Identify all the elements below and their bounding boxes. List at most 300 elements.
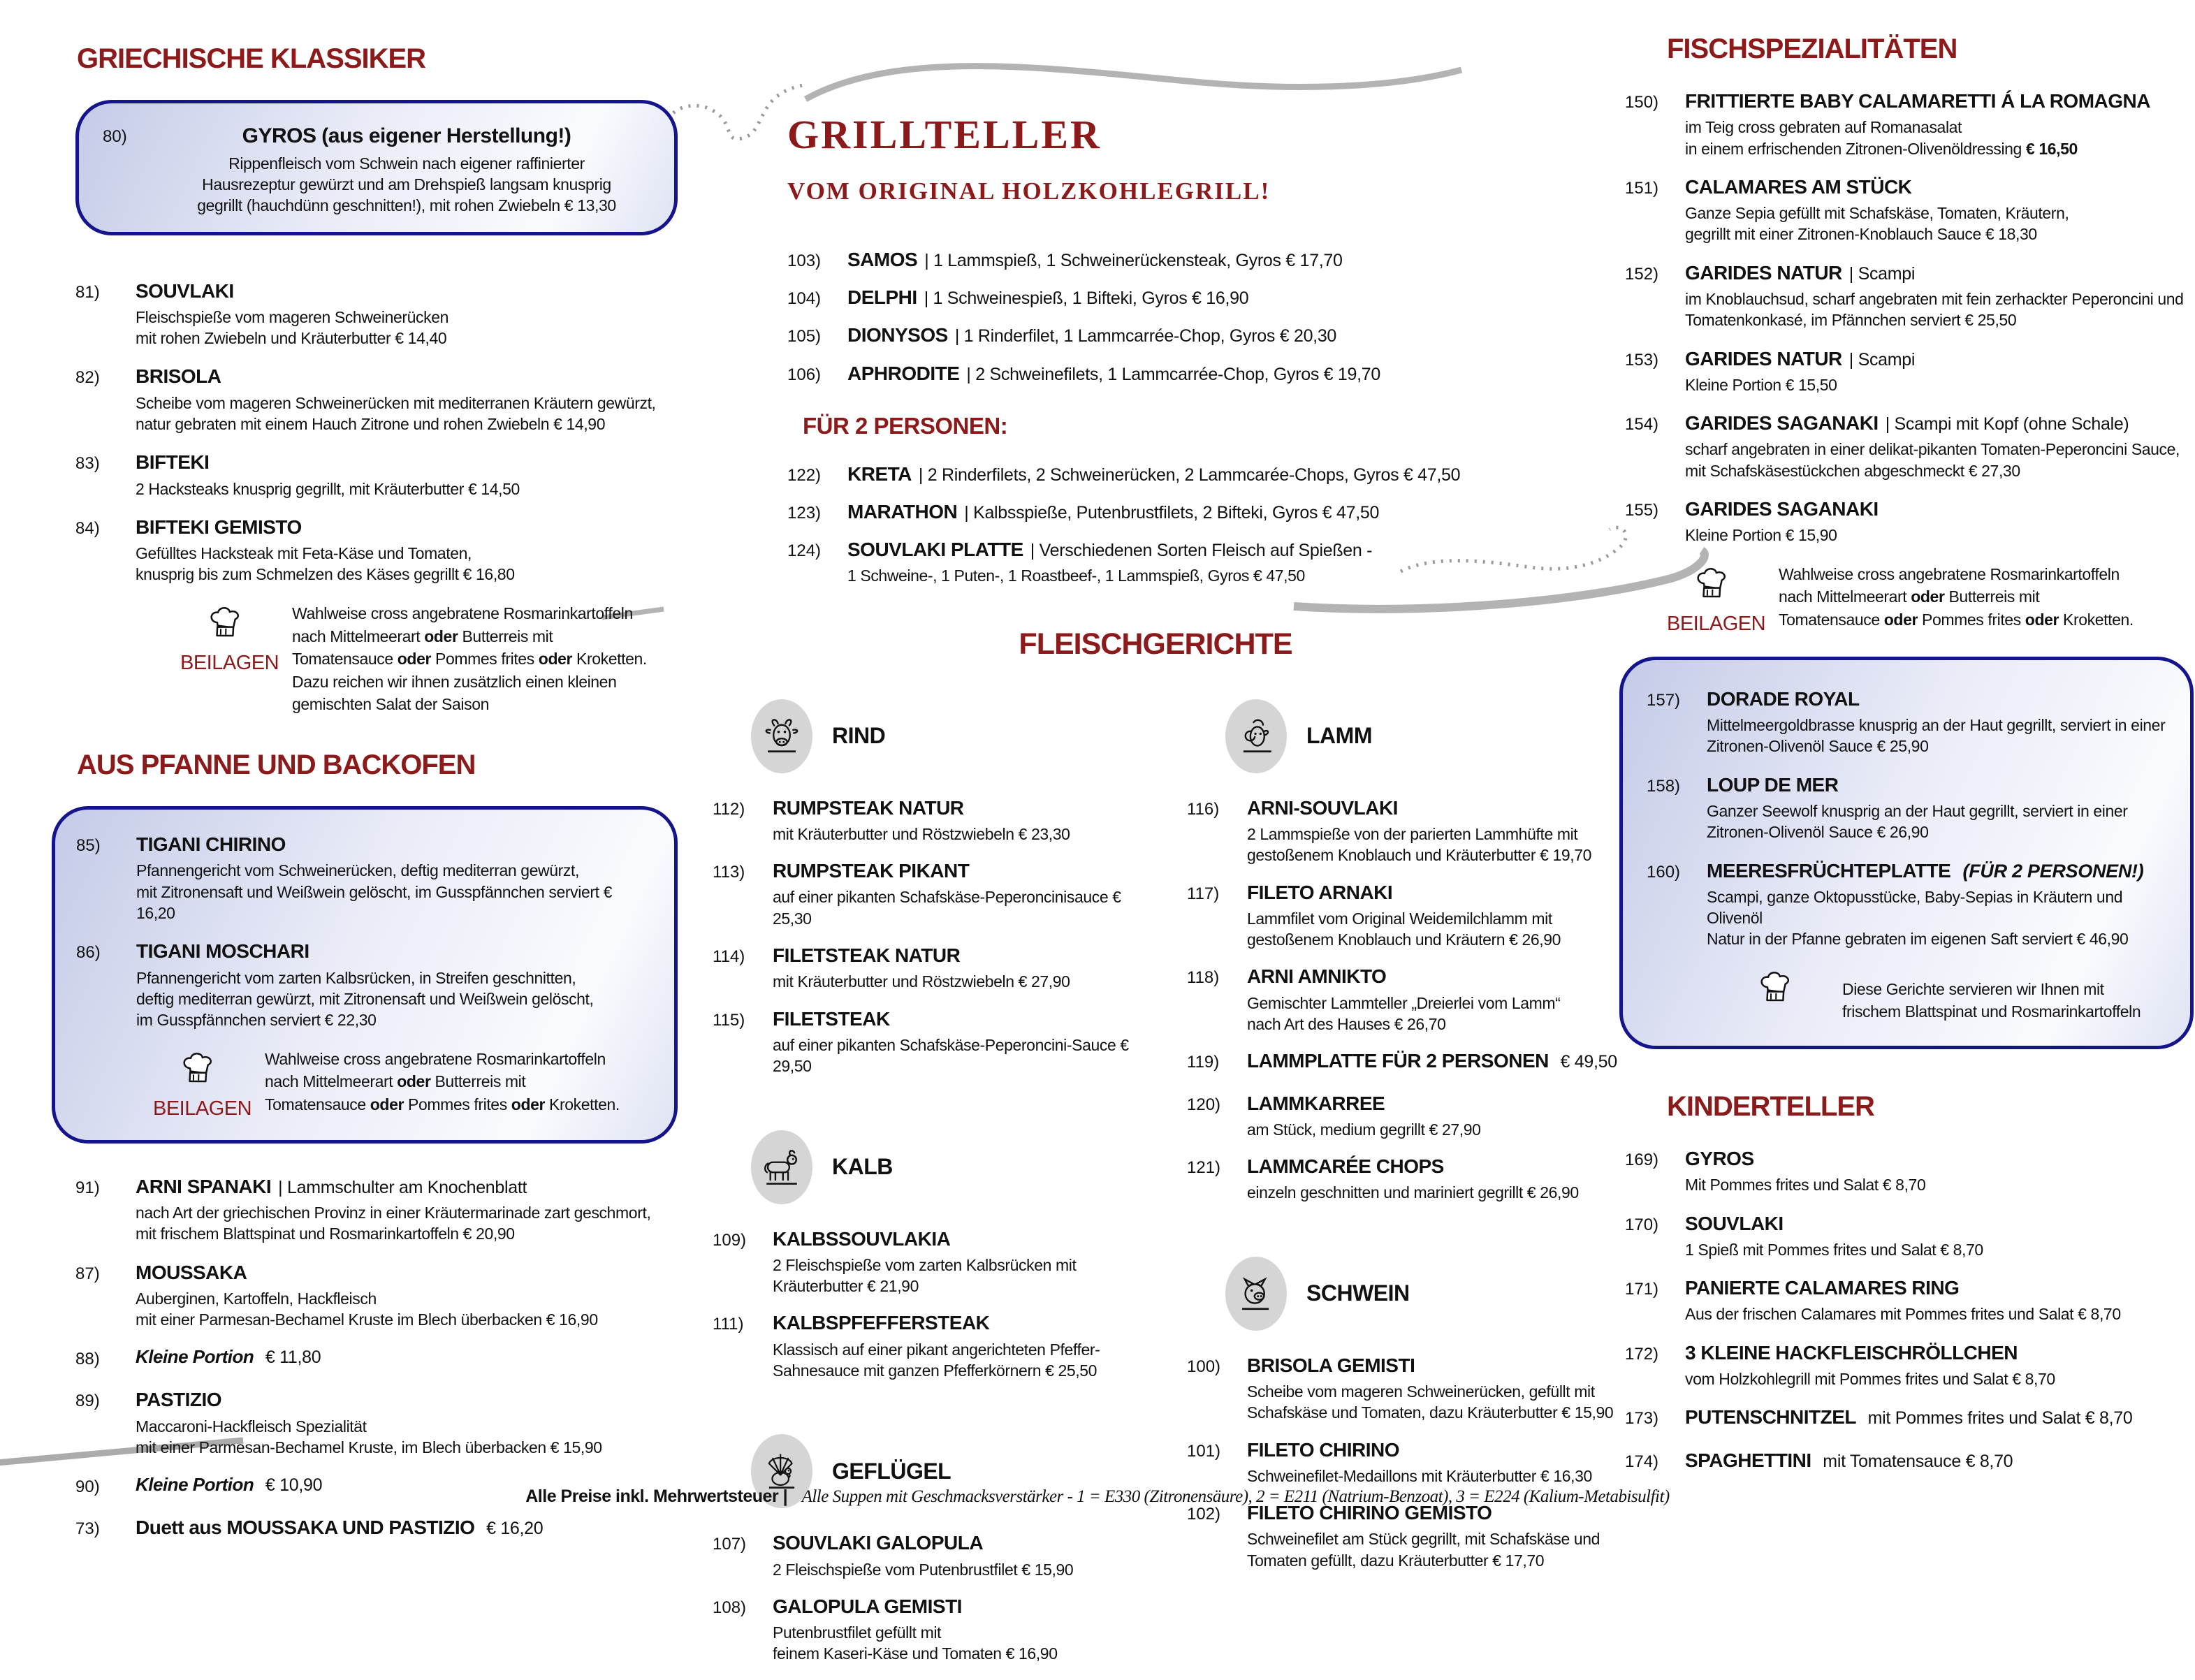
menu-item — [1187, 1155, 1630, 1204]
item-title — [1247, 882, 1630, 904]
item-body — [136, 833, 653, 923]
kids-item-list — [1625, 1148, 2194, 1477]
item-name: SOUVLAKI — [136, 279, 234, 302]
item-name: GYROS (aus eigener Herstellung!) — [242, 124, 571, 147]
beilagen-label: BEILAGEN — [1667, 612, 1766, 635]
menu-item — [1187, 1354, 1630, 1424]
item-number: 102) — [1187, 1505, 1221, 1524]
menu-item — [1187, 1439, 1630, 1487]
item-number: 113) — [713, 863, 745, 882]
item-title — [1707, 688, 2166, 710]
chef-hat-icon — [1689, 563, 1735, 613]
item-detail: | Scampi — [1848, 263, 1916, 284]
item-body — [1685, 348, 2194, 396]
menu-item — [787, 324, 1630, 351]
menu-item — [713, 860, 1155, 929]
item-desc: gestoßenem Knoblauch und Kräutern € 26,90 — [1247, 930, 1561, 949]
item-desc: Scheibe vom mageren Schweinerücken, gefüllt mit — [1247, 1382, 1595, 1401]
item-name: GARIDES SAGANAKI — [1685, 498, 1879, 520]
item-desc: mit frischem Blattspinat und Rosmarinkartoffeln € 20,90 — [136, 1225, 515, 1243]
item-desc: mit einer Parmesan-Bechamel Kruste im Blech überbacken € 16,90 — [136, 1310, 598, 1329]
item-number: 73) — [75, 1519, 100, 1539]
item-name: LOUP DE MER — [1707, 773, 1839, 796]
beilagen-label: BEILAGEN — [153, 1097, 252, 1120]
meat-group — [713, 1434, 1155, 1664]
item-body — [847, 363, 1630, 389]
menu-item — [787, 539, 1630, 587]
item-number: 120) — [1187, 1095, 1221, 1114]
item-number: 84) — [75, 518, 100, 538]
item-number: 118) — [1187, 968, 1220, 988]
section-header-fischspezialitaeten: FISCHSPEZIALITÄTEN — [1667, 34, 1957, 64]
note-line: gemischten Salat der Saison — [292, 695, 489, 714]
item-desc: Rippenfleisch vom Schwein nach eigener raffinierter — [228, 154, 585, 173]
item-name: CALAMARES AM STÜCK — [1685, 175, 1912, 198]
beilagen-note — [180, 602, 678, 716]
beilagen-icon-block — [153, 1048, 252, 1120]
item-number: 169) — [1625, 1151, 1659, 1170]
menu-item — [713, 797, 1155, 845]
item-body — [1685, 1449, 2194, 1476]
pig-icon — [1225, 1257, 1287, 1331]
right-column — [1625, 34, 2194, 1493]
item-desc: Sahnesauce mit ganzen Pfefferkörnern € 25,50 — [773, 1361, 1098, 1380]
item-title — [773, 944, 1155, 967]
note-line: Tomatensauce oder Pommes frites oder Kroketten. — [292, 650, 647, 669]
item-detail: | Scampi — [1848, 349, 1916, 370]
menu-item — [1647, 688, 2166, 757]
beilagen-label: BEILAGEN — [180, 651, 279, 674]
item-name: PANIERTE CALAMARES RING — [1685, 1277, 1960, 1299]
menu-item — [76, 940, 653, 1030]
item-desc: deftig mediterran gewürzt, mit Zitronensaft und Weißwein gelöscht, — [136, 989, 594, 1008]
item-body — [136, 280, 678, 349]
item-body — [136, 451, 678, 499]
item-title — [1685, 176, 2194, 198]
item-title — [1707, 774, 2166, 796]
item-number: 116) — [1187, 799, 1220, 819]
item-number: 114) — [713, 947, 745, 967]
item-title — [136, 451, 678, 474]
item-name: PUTENSCHNITZEL — [1685, 1406, 1856, 1429]
menu-item — [1625, 90, 2194, 159]
item-number: 170) — [1625, 1215, 1659, 1234]
item-desc: Zitronen-Olivenöl Sauce € 25,90 — [1707, 737, 1929, 756]
item-number: 91) — [75, 1178, 100, 1197]
item-detail: | 1 Schweinespieß, 1 Bifteki, Gyros € 16,90 — [924, 288, 1249, 309]
item-desc: Auberginen, Kartoffeln, Hackfleisch — [136, 1289, 377, 1308]
menu-item — [75, 1389, 678, 1458]
meat-group — [1187, 1257, 1630, 1571]
item-title — [1247, 1093, 1630, 1115]
item-body — [1707, 774, 2166, 843]
meat-group-label: KALB — [832, 1154, 893, 1180]
item-detail: € 49,50 — [1555, 1052, 1617, 1072]
item-detail: (FÜR 2 PERSONEN!) — [1957, 860, 2144, 882]
section-header-kinderteller: KINDERTELLER — [1667, 1091, 1874, 1123]
item-body — [136, 365, 678, 434]
item-title — [773, 1228, 1155, 1250]
item-desc: vom Holzkohlegrill mit Pommes frites und Salat € 8,70 — [1685, 1369, 2055, 1388]
item-desc: Fleischspieße vom mageren Schweinerücken — [136, 307, 449, 326]
menu-item — [1625, 262, 2194, 331]
item-number: 90) — [75, 1477, 100, 1497]
section-header-aus-pfanne-und-backofen: AUS PFANNE UND BACKOFEN — [77, 750, 476, 781]
item-desc: einzeln geschnitten und mariniert gegrillt € 26,90 — [1247, 1183, 1579, 1202]
item-number: 155) — [1625, 501, 1659, 520]
menu-item — [1187, 1050, 1630, 1076]
fleisch-column-right — [1155, 669, 1630, 1680]
item-title — [1247, 1155, 1630, 1178]
item-desc: 1 Schweine-, 1 Puten-, 1 Roastbeef-, 1 Lammspieß, Gyros € 47,50 — [847, 567, 1305, 585]
chef-hat-icon — [203, 602, 249, 652]
item-desc: Gefülltes Hacksteak mit Feta-Käse und Tomaten, — [136, 544, 472, 563]
item-desc: Kleine Portion € 15,90 — [1685, 526, 1837, 545]
item-body — [1685, 90, 2194, 159]
meat-group-items — [713, 1228, 1155, 1382]
for-two-item-list — [787, 463, 1630, 587]
item-detail: | Verschiedenen Sorten Fleisch auf Spießen - — [1030, 541, 1373, 561]
item-desc: Zitronen-Olivenöl Sauce € 26,90 — [1707, 823, 1929, 842]
menu-item — [1625, 1213, 2194, 1261]
item-body — [136, 1347, 678, 1372]
item-body — [773, 1595, 1155, 1665]
note-line: Tomatensauce oder Pommes frites oder Kroketten. — [265, 1095, 620, 1113]
menu-item — [1625, 1148, 2194, 1196]
menu-item — [1187, 882, 1630, 951]
item-number: 101) — [1187, 1441, 1221, 1461]
item-body — [773, 1532, 1155, 1580]
item-title — [847, 363, 1630, 385]
item-name: BIFTEKI GEMISTO — [136, 516, 302, 538]
beilagen-note — [1667, 563, 2194, 636]
item-number: 88) — [75, 1350, 100, 1369]
item-name: GARIDES SAGANAKI — [1685, 412, 1879, 434]
calf-icon — [751, 1130, 812, 1204]
meat-group-label: GEFLÜGEL — [832, 1458, 951, 1484]
box-note — [1730, 967, 2166, 1023]
item-desc: mit Schafskäsestückchen abgeschmeckt € 27,30 — [1685, 461, 2020, 480]
meat-group-header — [1225, 699, 1630, 773]
item-body — [1247, 965, 1630, 1035]
fish-item-list — [1625, 90, 2194, 546]
menu-item — [1625, 1342, 2194, 1390]
item-body — [773, 1312, 1155, 1381]
item-title — [1685, 1277, 2194, 1299]
beilagen-icon-block — [1667, 563, 1766, 636]
item-name: BRISOLA — [136, 365, 221, 388]
item-detail: | 2 Schweinefilets, 1 Lammcarrée-Chop, Gyros € 19,70 — [966, 364, 1380, 384]
item-title — [136, 1176, 678, 1198]
item-body — [163, 124, 650, 217]
item-number: 171) — [1625, 1280, 1659, 1299]
item-body — [1685, 1213, 2194, 1261]
grillteller-subtitle: VOM ORIGINAL HOLZKOHLEGRILL! — [787, 177, 1271, 205]
classics-item-list — [75, 280, 678, 585]
item-title — [847, 324, 1630, 346]
left-column — [75, 43, 678, 1560]
gyros-highlight-box — [75, 100, 678, 235]
item-body — [1685, 176, 2194, 245]
item-desc: im Knoblauchsud, scharf angebraten mit fein zerhackter Peperoncini und — [1685, 290, 2184, 308]
item-number: 105) — [787, 327, 822, 346]
meat-group-items — [713, 1532, 1155, 1664]
sheep-icon — [1225, 699, 1287, 773]
menu-item — [713, 1595, 1155, 1665]
item-title — [773, 1595, 1155, 1618]
item-body — [847, 501, 1630, 527]
item-body — [1685, 1342, 2194, 1390]
item-desc: Natur in der Pfanne gebraten im eigenen Saft serviert € 46,90 — [1707, 930, 2129, 949]
item-number: 103) — [787, 251, 822, 270]
middle-column — [681, 38, 1630, 1680]
item-body — [847, 249, 1630, 275]
item-name: KALBSSOUVLAKIA — [773, 1227, 951, 1250]
item-desc: im Gusspfännchen serviert € 22,30 — [136, 1011, 377, 1030]
note-line: Diese Gerichte servieren wir Ihnen mit — [1842, 979, 2104, 998]
item-desc: Putenbrustfilet gefüllt mit — [773, 1623, 942, 1642]
item-title — [1685, 262, 2194, 284]
menu-item — [1625, 412, 2194, 481]
meat-group-label: SCHWEIN — [1306, 1280, 1410, 1306]
meat-group-header — [1225, 1257, 1630, 1331]
item-body — [1247, 1050, 1630, 1076]
menu-item — [1625, 498, 2194, 546]
item-desc: knusprig bis zum Schmelzen des Käses gegrillt € 16,80 — [136, 565, 515, 584]
item-name: DIONYSOS — [847, 324, 948, 346]
item-name: Duett aus MOUSSAKA UND PASTIZIO — [136, 1517, 475, 1539]
item-desc: feinem Kaseri-Käse und Tomaten € 16,90 — [773, 1644, 1058, 1663]
item-name: LAMMCARÉE CHOPS — [1247, 1155, 1444, 1178]
item-body — [773, 1228, 1155, 1297]
item-name: DELPHI — [847, 286, 917, 309]
item-number: 119) — [1187, 1053, 1220, 1072]
item-number: 172) — [1625, 1344, 1659, 1364]
beilagen-text — [292, 602, 678, 716]
item-title — [163, 124, 650, 149]
item-body — [773, 860, 1155, 929]
item-number: 87) — [75, 1264, 100, 1283]
fish-box-item-list — [1647, 688, 2166, 950]
item-number: 106) — [787, 365, 822, 384]
menu-item — [1187, 1093, 1630, 1141]
menu-item — [787, 286, 1630, 313]
item-desc: mit Zitronensaft und Weißwein gelöscht, im Gusspfännchen serviert € 16,20 — [136, 882, 612, 923]
menu-item — [1187, 965, 1630, 1035]
item-number: 117) — [1187, 884, 1220, 903]
item-name: 3 KLEINE HACKFLEISCHRÖLLCHEN — [1685, 1341, 2018, 1364]
menu-item — [1187, 1502, 1630, 1571]
item-name: APHRODITE — [847, 362, 960, 384]
item-name: BIFTEKI — [136, 451, 210, 474]
menu-item — [75, 280, 678, 349]
item-desc: scharf angebraten in einer delikat-pikanten Tomaten-Peperoncini Sauce, — [1685, 440, 2180, 459]
menu-item — [787, 249, 1630, 275]
item-desc: nach Art des Hauses € 26,70 — [1247, 1015, 1446, 1034]
item-title — [136, 365, 678, 388]
menu-item — [713, 1532, 1155, 1580]
item-body — [847, 539, 1630, 587]
meat-group — [713, 699, 1155, 1077]
item-number: 152) — [1625, 264, 1659, 284]
beilagen-text — [265, 1048, 653, 1120]
item-body — [1685, 1406, 2194, 1433]
item-title — [1685, 90, 2194, 112]
menu-item — [1625, 348, 2194, 396]
item-name: GARIDES NATUR — [1685, 347, 1842, 370]
item-detail: | Scampi mit Kopf (ohne Schale) — [1885, 414, 2129, 434]
item-title — [1685, 348, 2194, 370]
item-title — [773, 797, 1155, 819]
item-body — [847, 286, 1630, 313]
item-number: 174) — [1625, 1452, 1659, 1472]
menu-item — [713, 1228, 1155, 1297]
item-desc: gestoßenem Knoblauch und Kräuterbutter € 19,70 — [1247, 846, 1592, 865]
item-title — [847, 249, 1630, 271]
box-note-text — [1842, 967, 2166, 1023]
item-body — [1685, 412, 2194, 481]
item-title — [1247, 1439, 1630, 1461]
item-name: PASTIZIO — [136, 1389, 222, 1411]
item-desc: natur gebraten mit einem Hauch Zitrone und rohen Zwiebeln € 14,90 — [136, 415, 606, 434]
menu-item — [76, 833, 653, 923]
item-body — [136, 516, 678, 585]
item-number: 83) — [75, 454, 100, 474]
item-detail: | 1 Lammspieß, 1 Schweinerückensteak, Gyros € 17,70 — [924, 251, 1343, 270]
item-desc: Ganze Sepia gefüllt mit Schafskäse, Tomaten, Kräutern, — [1685, 204, 2069, 223]
item-name: FILETO CHIRINO GEMISTO — [1247, 1502, 1492, 1524]
pfanne-highlight-box — [52, 806, 678, 1144]
item-name: TIGANI MOSCHARI — [136, 940, 309, 963]
footer-tax-note: Alle Preise inkl. Mehrwertsteuer | — [525, 1487, 788, 1506]
item-number: 122) — [787, 465, 822, 485]
item-desc: Scampi, ganze Oktopusstücke, Baby-Sepias in Kräutern und Olivenöl — [1707, 887, 2123, 928]
note-line: frischem Blattspinat und Rosmarinkartoffeln — [1842, 1002, 2141, 1021]
item-name: MEERESFRÜCHTEPLATTE — [1707, 859, 1951, 882]
item-name: SOUVLAKI PLATTE — [847, 539, 1023, 561]
beilagen-text — [1779, 563, 2194, 636]
item-desc: mit Kräuterbutter und Röstzwiebeln € 27,90 — [773, 972, 1070, 991]
item-number: 108) — [713, 1598, 747, 1617]
item-desc: Maccaroni-Hackfleisch Spezialität — [136, 1417, 367, 1436]
item-desc: nach Art der griechischen Provinz in einer Kräutermarinade zart geschmort, — [136, 1203, 651, 1222]
item-title — [1685, 1449, 2194, 1472]
fisch-highlight-box — [1619, 657, 2194, 1049]
item-body — [1685, 1148, 2194, 1196]
note-line: Tomatensauce oder Pommes frites oder Kroketten. — [1779, 611, 2134, 629]
item-desc: 2 Hacksteaks knusprig gegrillt, mit Kräuterbutter € 14,50 — [136, 479, 520, 498]
item-title — [1247, 965, 1630, 988]
item-title — [1247, 797, 1630, 819]
menu-item — [1625, 1449, 2194, 1476]
section-header-fleischgerichte: FLEISCHGERICHTE — [1019, 627, 1292, 661]
item-number: 151) — [1625, 178, 1659, 198]
item-body — [1247, 1093, 1630, 1141]
item-number: 121) — [1187, 1158, 1221, 1178]
item-title — [136, 516, 678, 539]
item-body — [1247, 1155, 1630, 1204]
menu-item — [787, 363, 1630, 389]
item-detail: € 11,80 — [261, 1347, 321, 1368]
item-name: FILETSTEAK — [773, 1007, 890, 1030]
item-name: GARIDES NATUR — [1685, 261, 1842, 284]
item-name: MOUSSAKA — [136, 1261, 247, 1283]
item-number: 85) — [76, 836, 101, 856]
item-title — [136, 1262, 678, 1284]
menu-item — [75, 451, 678, 499]
meat-group-items — [713, 797, 1155, 1077]
meat-group — [1187, 699, 1630, 1204]
item-title — [773, 860, 1155, 882]
item-title — [773, 1532, 1155, 1554]
item-body — [1707, 860, 2166, 950]
item-desc: im Teig cross gebraten auf Romanasalat — [1685, 118, 1962, 137]
item-number: 100) — [1187, 1357, 1221, 1376]
item-desc: auf einer pikanten Schafskäse-Peperoncini-Sauce € 29,50 — [773, 1035, 1129, 1076]
item-title — [1247, 1354, 1630, 1377]
menu-item — [75, 365, 678, 434]
item-desc: Aus der frischen Calamares mit Pommes frites und Salat € 8,70 — [1685, 1305, 2121, 1324]
item-number: 160) — [1647, 862, 1681, 882]
item-name: GYROS — [1685, 1148, 1754, 1170]
item-title — [1685, 1342, 2194, 1364]
item-body — [773, 797, 1155, 845]
item-desc: Pfannengericht vom zarten Kalbsrücken, in Streifen geschnitten, — [136, 968, 576, 987]
item-desc: Ganzer Seewolf knusprig an der Haut gegrillt, serviert in einer — [1707, 801, 2128, 820]
item-number: 89) — [75, 1392, 100, 1411]
item-title — [847, 501, 1630, 523]
meat-group-label: LAMM — [1306, 723, 1372, 749]
item-desc: Schafskäse und Tomaten, dazu Kräuterbutter € 15,90 — [1247, 1403, 1614, 1422]
item-detail: | 1 Rinderfilet, 1 Lammcarrée-Chop, Gyros € 20,30 — [954, 326, 1337, 346]
menu-item — [787, 501, 1630, 527]
item-detail: | Lammschulter am Knochenblatt — [278, 1177, 527, 1197]
item-desc: Klassisch auf einer pikant angerichteten Pfeffer- — [773, 1340, 1100, 1359]
menu-item — [75, 1176, 678, 1245]
item-name: SOUVLAKI GALOPULA — [773, 1532, 984, 1554]
item-desc: Kräuterbutter € 21,90 — [773, 1277, 919, 1296]
item-desc: Scheibe vom mageren Schweinerücken mit mediterranen Kräutern gewürzt, — [136, 393, 656, 412]
item-name: ARNI SPANAKI — [136, 1175, 272, 1197]
fleisch-column-left — [681, 669, 1155, 1680]
item-detail: mit Tomatensauce € 8,70 — [1818, 1452, 2013, 1472]
item-number: 150) — [1625, 93, 1659, 112]
item-name: GALOPULA GEMISTI — [773, 1595, 962, 1617]
item-name: RUMPSTEAK NATUR — [773, 796, 964, 819]
menu-item — [713, 944, 1155, 993]
grillteller-title: GRILLTELLER — [787, 112, 1102, 157]
item-desc: Hausrezeptur gewürzt und am Drehspieß langsam knusprig — [202, 175, 611, 193]
item-body — [1685, 1277, 2194, 1325]
meat-group-header — [751, 1130, 1155, 1204]
item-number: 81) — [75, 282, 100, 302]
item-body — [847, 324, 1630, 351]
item-number: 86) — [76, 943, 101, 963]
item-body — [136, 1389, 678, 1458]
note-line: Wahlweise cross angebratene Rosmarinkartoffeln — [292, 604, 633, 622]
item-number: 82) — [75, 368, 100, 388]
item-title — [1685, 498, 2194, 520]
item-desc: mit rohen Zwiebeln und Kräuterbutter € 14,40 — [136, 329, 447, 348]
item-body — [136, 1176, 678, 1245]
item-body — [1247, 1354, 1630, 1424]
item-name: MARATHON — [847, 500, 958, 523]
item-number: 111) — [713, 1315, 744, 1334]
item-name: BRISOLA GEMISTI — [1247, 1354, 1415, 1376]
menu-item — [75, 516, 678, 585]
item-desc: Pfannengericht vom Schweinerücken, deftig mediterran gewürzt, — [136, 861, 579, 880]
menu-item — [1187, 797, 1630, 866]
